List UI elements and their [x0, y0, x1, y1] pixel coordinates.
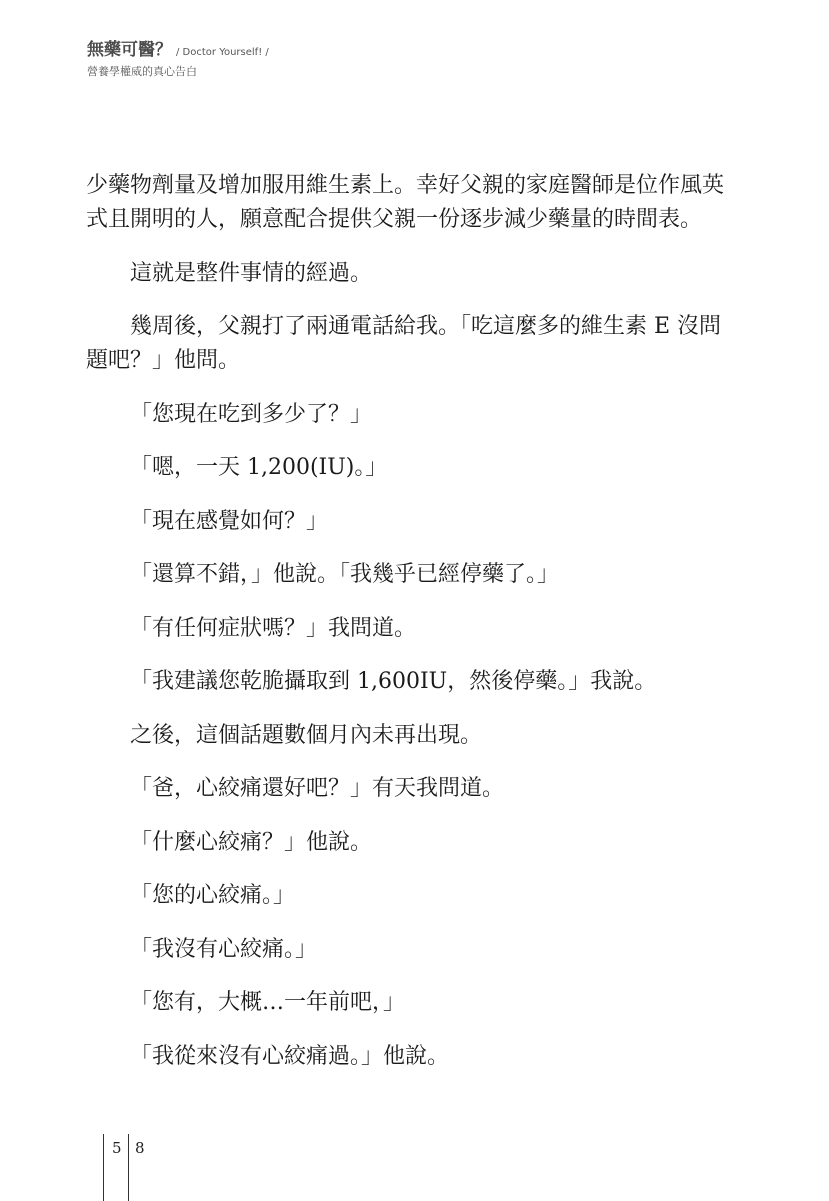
text-line: 「您現在吃到多少了？」	[130, 401, 373, 427]
paragraph	[86, 1040, 756, 1074]
text-line: 之後，這個話題數個月內未再出現。	[130, 722, 483, 748]
body-text	[86, 169, 756, 1093]
folio-rule-left	[103, 1134, 104, 1201]
text-line: 幾周後，父親打了兩通電話給我。「吃這麼多的維生素 E 沒問	[130, 314, 722, 339]
text-line: 這就是整件事情的經過。	[130, 260, 373, 286]
paragraph	[86, 986, 756, 1020]
paragraph	[86, 772, 756, 806]
text-line: 題吧？」他問。	[86, 348, 241, 373]
text-line: 「現在感覺如何？」	[130, 508, 329, 534]
book-title: 無藥可醫？	[87, 40, 172, 60]
text-line: 「我建議您乾脆攝取到 1,600IU，然後停藥。」我說。	[130, 669, 657, 694]
text-line: 「我從來沒有心絞痛過。」他說。	[130, 1043, 450, 1069]
paragraph	[86, 933, 756, 967]
text-line: 少藥物劑量及增加服用維生素上。幸好父親的家庭醫師是位作風英	[86, 173, 725, 198]
text-line: 「還算不錯，」他說。「我幾乎已經停藥了。」	[130, 562, 560, 587]
paragraph	[86, 398, 756, 432]
text-line: 「什麼心絞痛？」他說。	[130, 829, 373, 855]
paragraph	[86, 310, 756, 378]
text-line: 「您有，大概…一年前吧，」	[130, 990, 406, 1015]
text-line: 式且開明的人，願意配合提供父親一份逐步減少藥量的時間表。	[86, 207, 703, 232]
paragraph	[86, 719, 756, 753]
text-line: 「我沒有心絞痛。」	[130, 936, 318, 962]
paragraph	[86, 665, 756, 699]
paragraph	[86, 612, 756, 646]
paragraph	[86, 879, 756, 913]
paragraph	[86, 169, 756, 237]
running-header	[87, 40, 269, 79]
paragraph	[86, 257, 756, 291]
book-title-english: / Doctor Yourself! /	[176, 47, 269, 58]
header-title-row	[87, 40, 269, 60]
paragraph	[86, 451, 756, 485]
paragraph	[86, 826, 756, 860]
page-number-digit: 5	[112, 1139, 122, 1157]
text-line: 「嗯，一天 1,200(IU)。」	[130, 455, 388, 480]
paragraph	[86, 558, 756, 592]
folio-rule-right	[128, 1134, 129, 1201]
text-line: 「您的心絞痛。」	[130, 883, 296, 908]
text-line: 「有任何症狀嗎？」我問道。	[130, 615, 417, 641]
book-subtitle: 營養學權威的真心告白	[87, 65, 197, 78]
paragraph	[86, 505, 756, 539]
text-line: 「爸，心絞痛還好吧？」有天我問道。	[130, 776, 505, 801]
page-number-digit: 8	[135, 1139, 145, 1157]
